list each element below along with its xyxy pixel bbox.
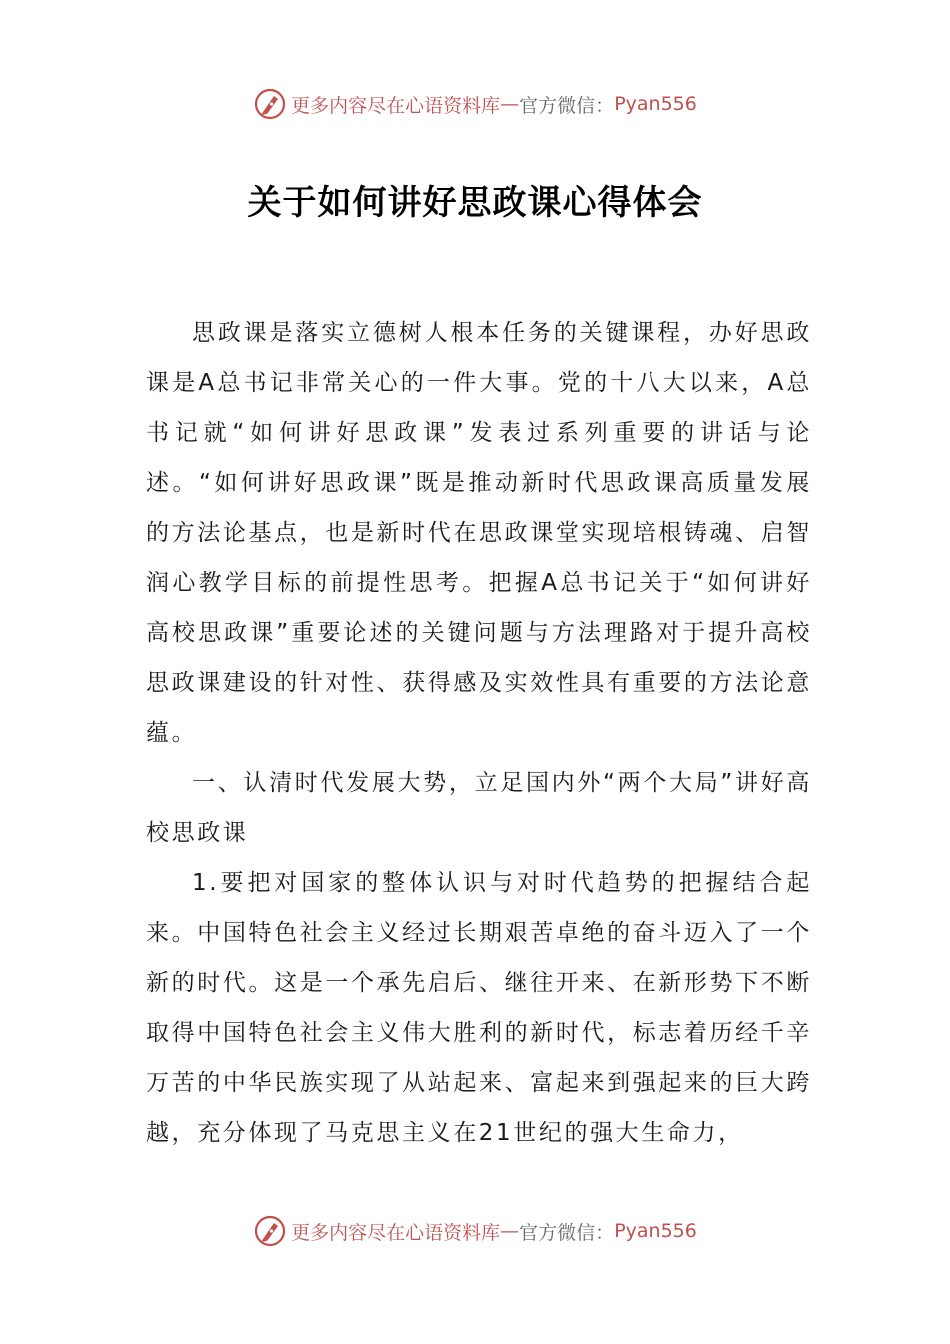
pen-nib-logo-icon [253, 1214, 287, 1248]
paragraph-intro: 思政课是落实立德树人根本任务的关键课程，办好思政课是A总书记非常关心的一件大事。党的十八大以来，A总书记就“如何讲好思政课”发表过系列重要的讲话与论述。“如何讲好思政课”既是推动新时代思政课高质量发展的方法论基点，也是新时代在思政课堂实现培根铸魂、启智润心教学目标的前提性思考。把握A总书记关于“如何讲好高校思政课”重要论述的关键问题与方法理路对于提升高校思政课建设的针对性、获得感及实效性具有重要的方法论意蕴。 [146, 320, 812, 746]
section-heading-1: 一、认清时代发展大势，立足国内外“两个大局”讲好高校思政课 [146, 770, 812, 846]
watermark-header [0, 84, 950, 124]
watermark-separator: — [500, 1220, 520, 1242]
document-title: 关于如何讲好思政课心得体会 [247, 183, 703, 223]
pen-nib-logo-icon [253, 87, 287, 121]
watermark-wechat-label: 官方微信： [519, 1221, 615, 1244]
watermark-wechat-label: 官方微信： [519, 94, 615, 117]
watermark-site-text: 更多内容尽在心语资料库 [291, 94, 501, 117]
paragraph-point-1: 1.要把对国家的整体认识与对时代趋势的把握结合起来。中国特色社会主义经过长期艰苦卓绝的奋斗迈入了一个新的时代。这是一个承先启后、继往开来、在新形势下不断取得中国特色社会主义伟大胜利的新时代，标志着历经千辛万苦的中华民族实现了从站起来、富起来到强起来的巨大跨越，充分体现了马克思主义在21世纪的强大生命力， [146, 870, 812, 1146]
document-body [146, 308, 812, 1158]
watermark-footer [0, 1211, 950, 1251]
watermark-site-text: 更多内容尽在心语资料库 [291, 1221, 501, 1244]
watermark-wechat-id: Pyan556 [614, 1220, 697, 1242]
watermark-separator: — [500, 93, 520, 115]
watermark-wechat-id: Pyan556 [614, 93, 697, 115]
